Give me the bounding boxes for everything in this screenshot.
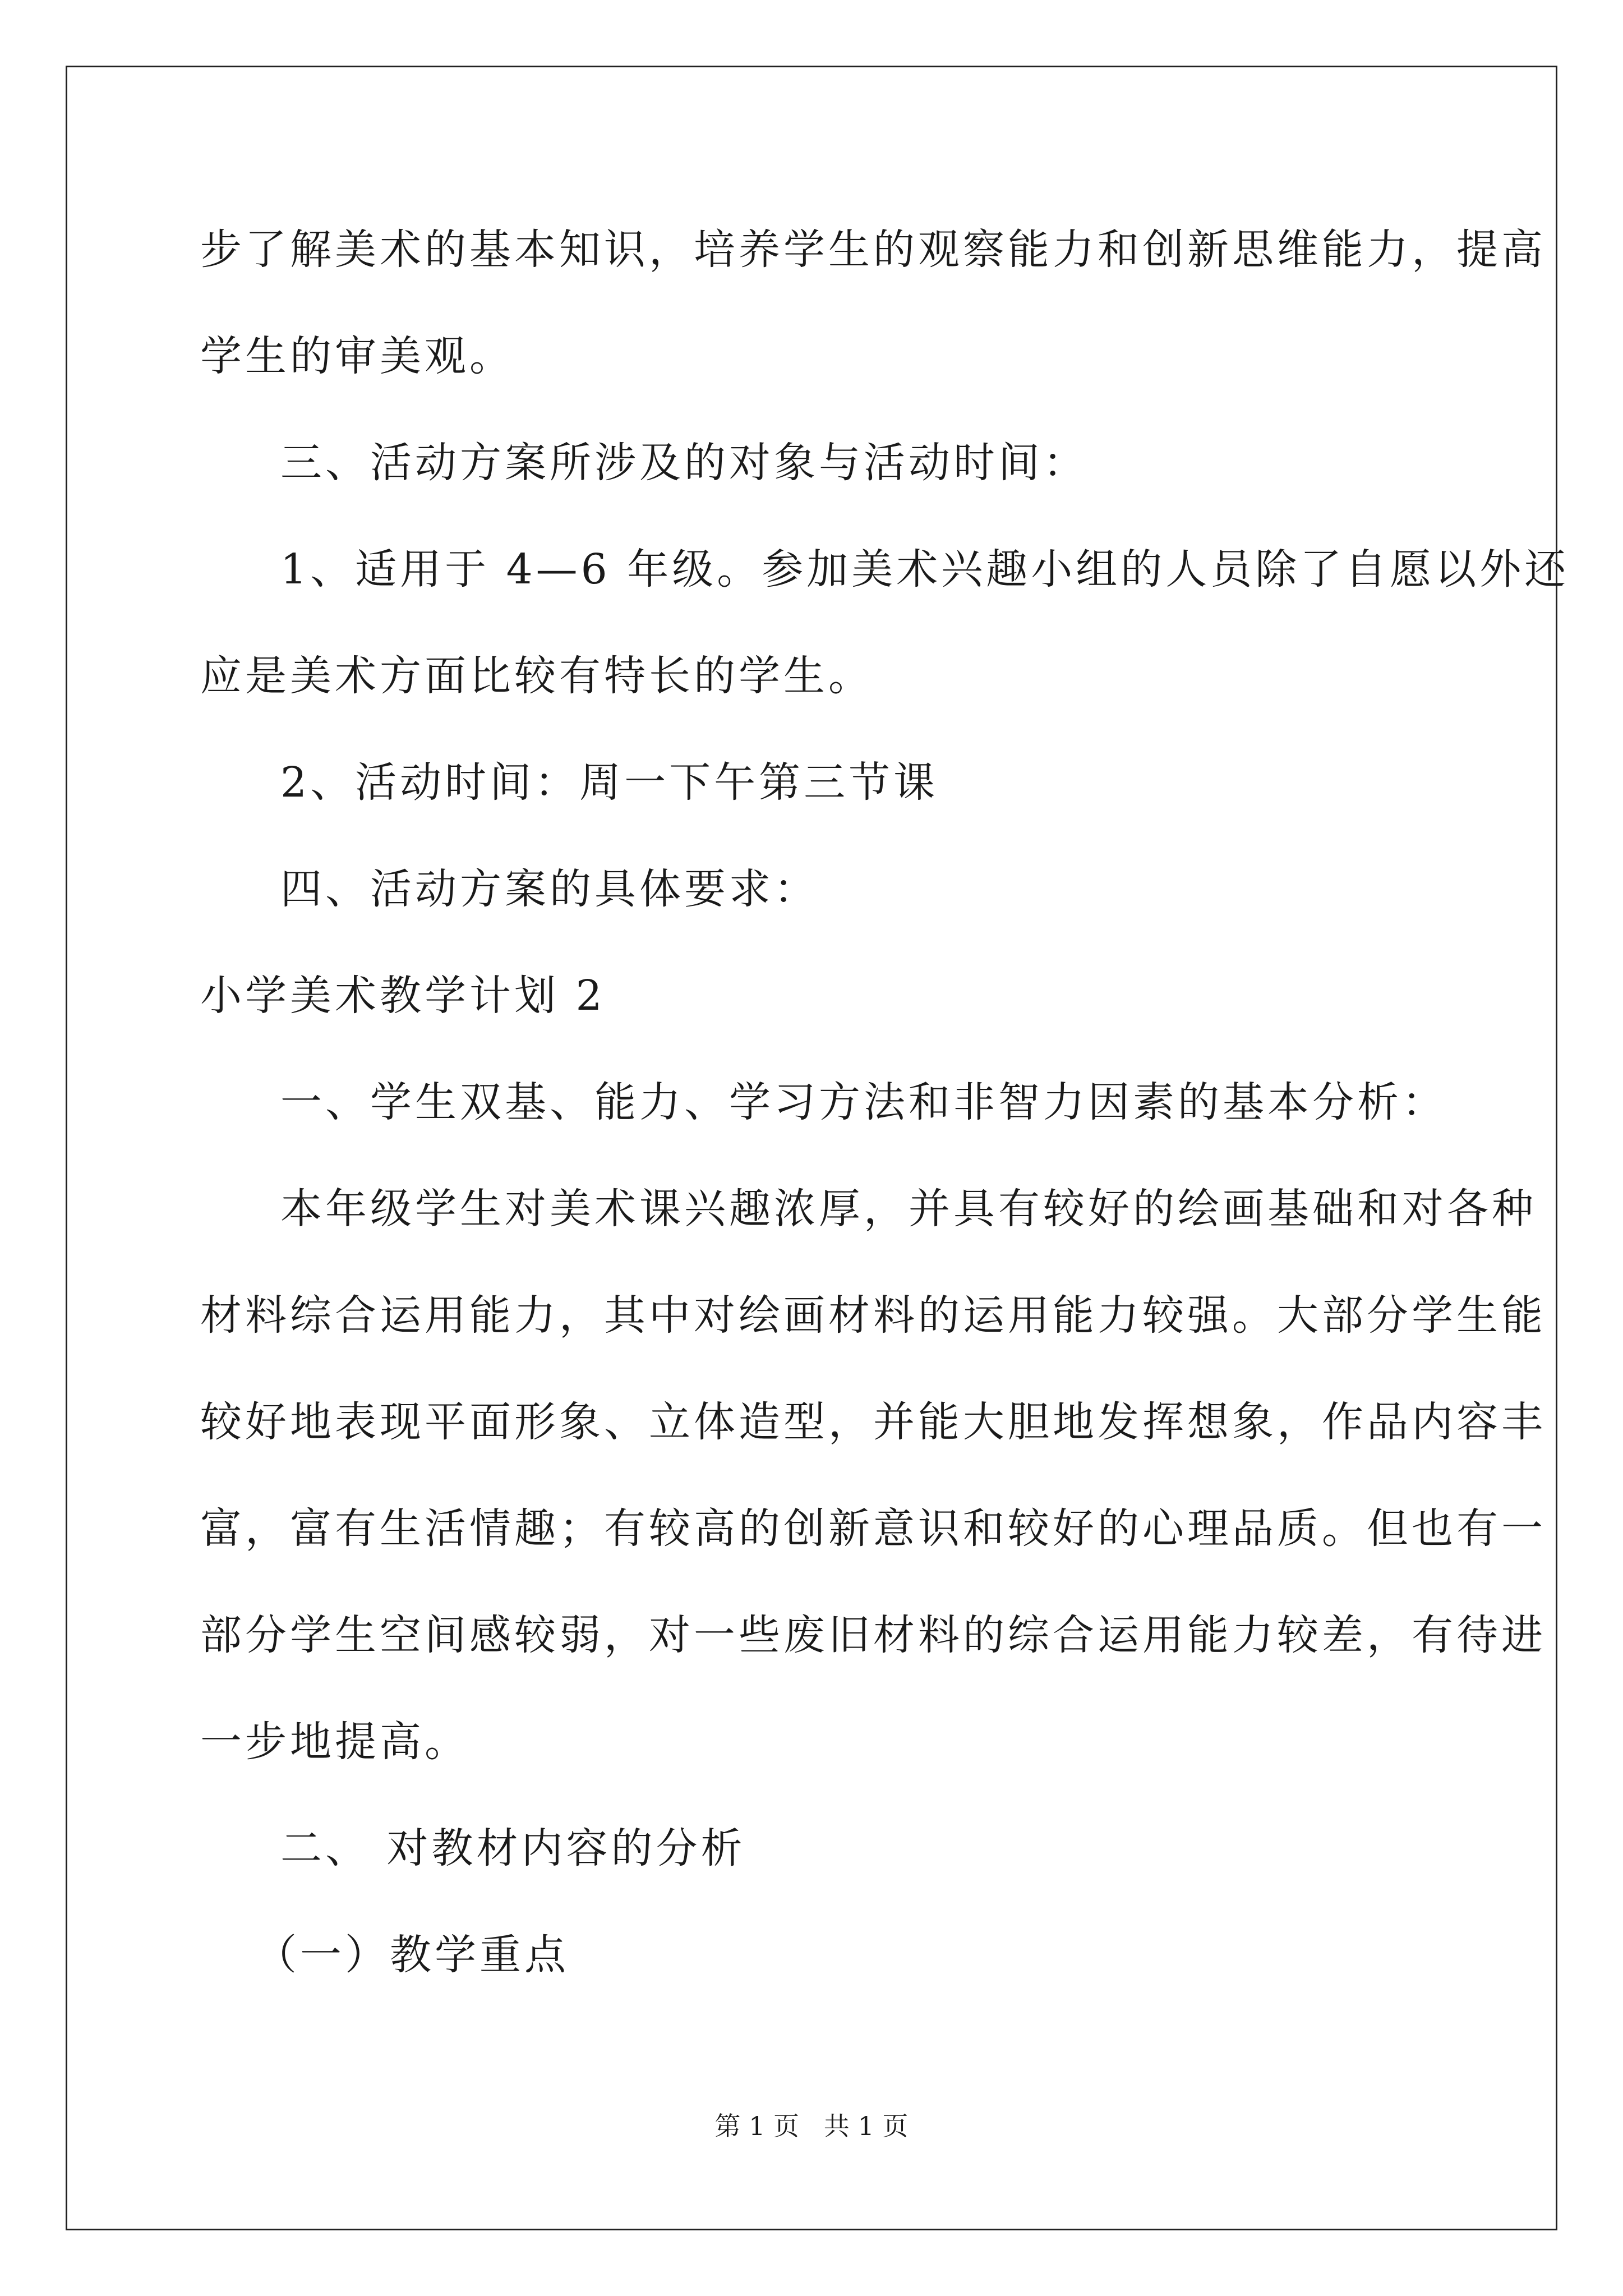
section-heading: 一、学生双基、能力、学习方法和非智力因素的基本分析： <box>280 1078 1447 1126</box>
body-line: 材料综合运用能力，其中对绘画材料的运用能力较强。大部分学生能 <box>200 1291 1546 1340</box>
body-line: 1、适用于 4—6 年级。参加美术兴趣小组的人员除了自愿以外还 <box>280 545 1570 593</box>
subsection-heading: （一）教学重点 <box>255 1931 569 1979</box>
section-heading: 四、活动方案的具体要求： <box>280 865 819 913</box>
body-line: 步了解美术的基本知识，培养学生的观察能力和创新思维能力，提高 <box>200 226 1546 274</box>
page-frame <box>66 66 1557 2230</box>
body-line: 2、活动时间：周一下午第三节课 <box>280 758 939 807</box>
body-line: 富，富有生活情趣；有较高的创新意识和较好的心理品质。但也有一 <box>200 1504 1546 1553</box>
body-line: 学生的审美观。 <box>200 332 514 380</box>
body-line: 应是美术方面比较有特长的学生。 <box>200 652 873 700</box>
body-line: 本年级学生对美术课兴趣浓厚，并具有较好的绘画基础和对各种 <box>280 1185 1537 1233</box>
section-heading: 二、 对教材内容的分析 <box>280 1824 746 1872</box>
section-heading: 三、活动方案所涉及的对象与活动时间： <box>280 439 1088 487</box>
page-footer: 第 1 页 共 1 页 <box>714 2111 909 2141</box>
body-line: 较好地表现平面形象、立体造型，并能大胆地发挥想象，作品内容丰 <box>200 1398 1546 1446</box>
body-line: 部分学生空间感较弱，对一些废旧材料的综合运用能力较差，有待进 <box>200 1611 1546 1659</box>
document-title: 小学美术教学计划 2 <box>200 972 606 1020</box>
body-line: 一步地提高。 <box>200 1718 469 1766</box>
